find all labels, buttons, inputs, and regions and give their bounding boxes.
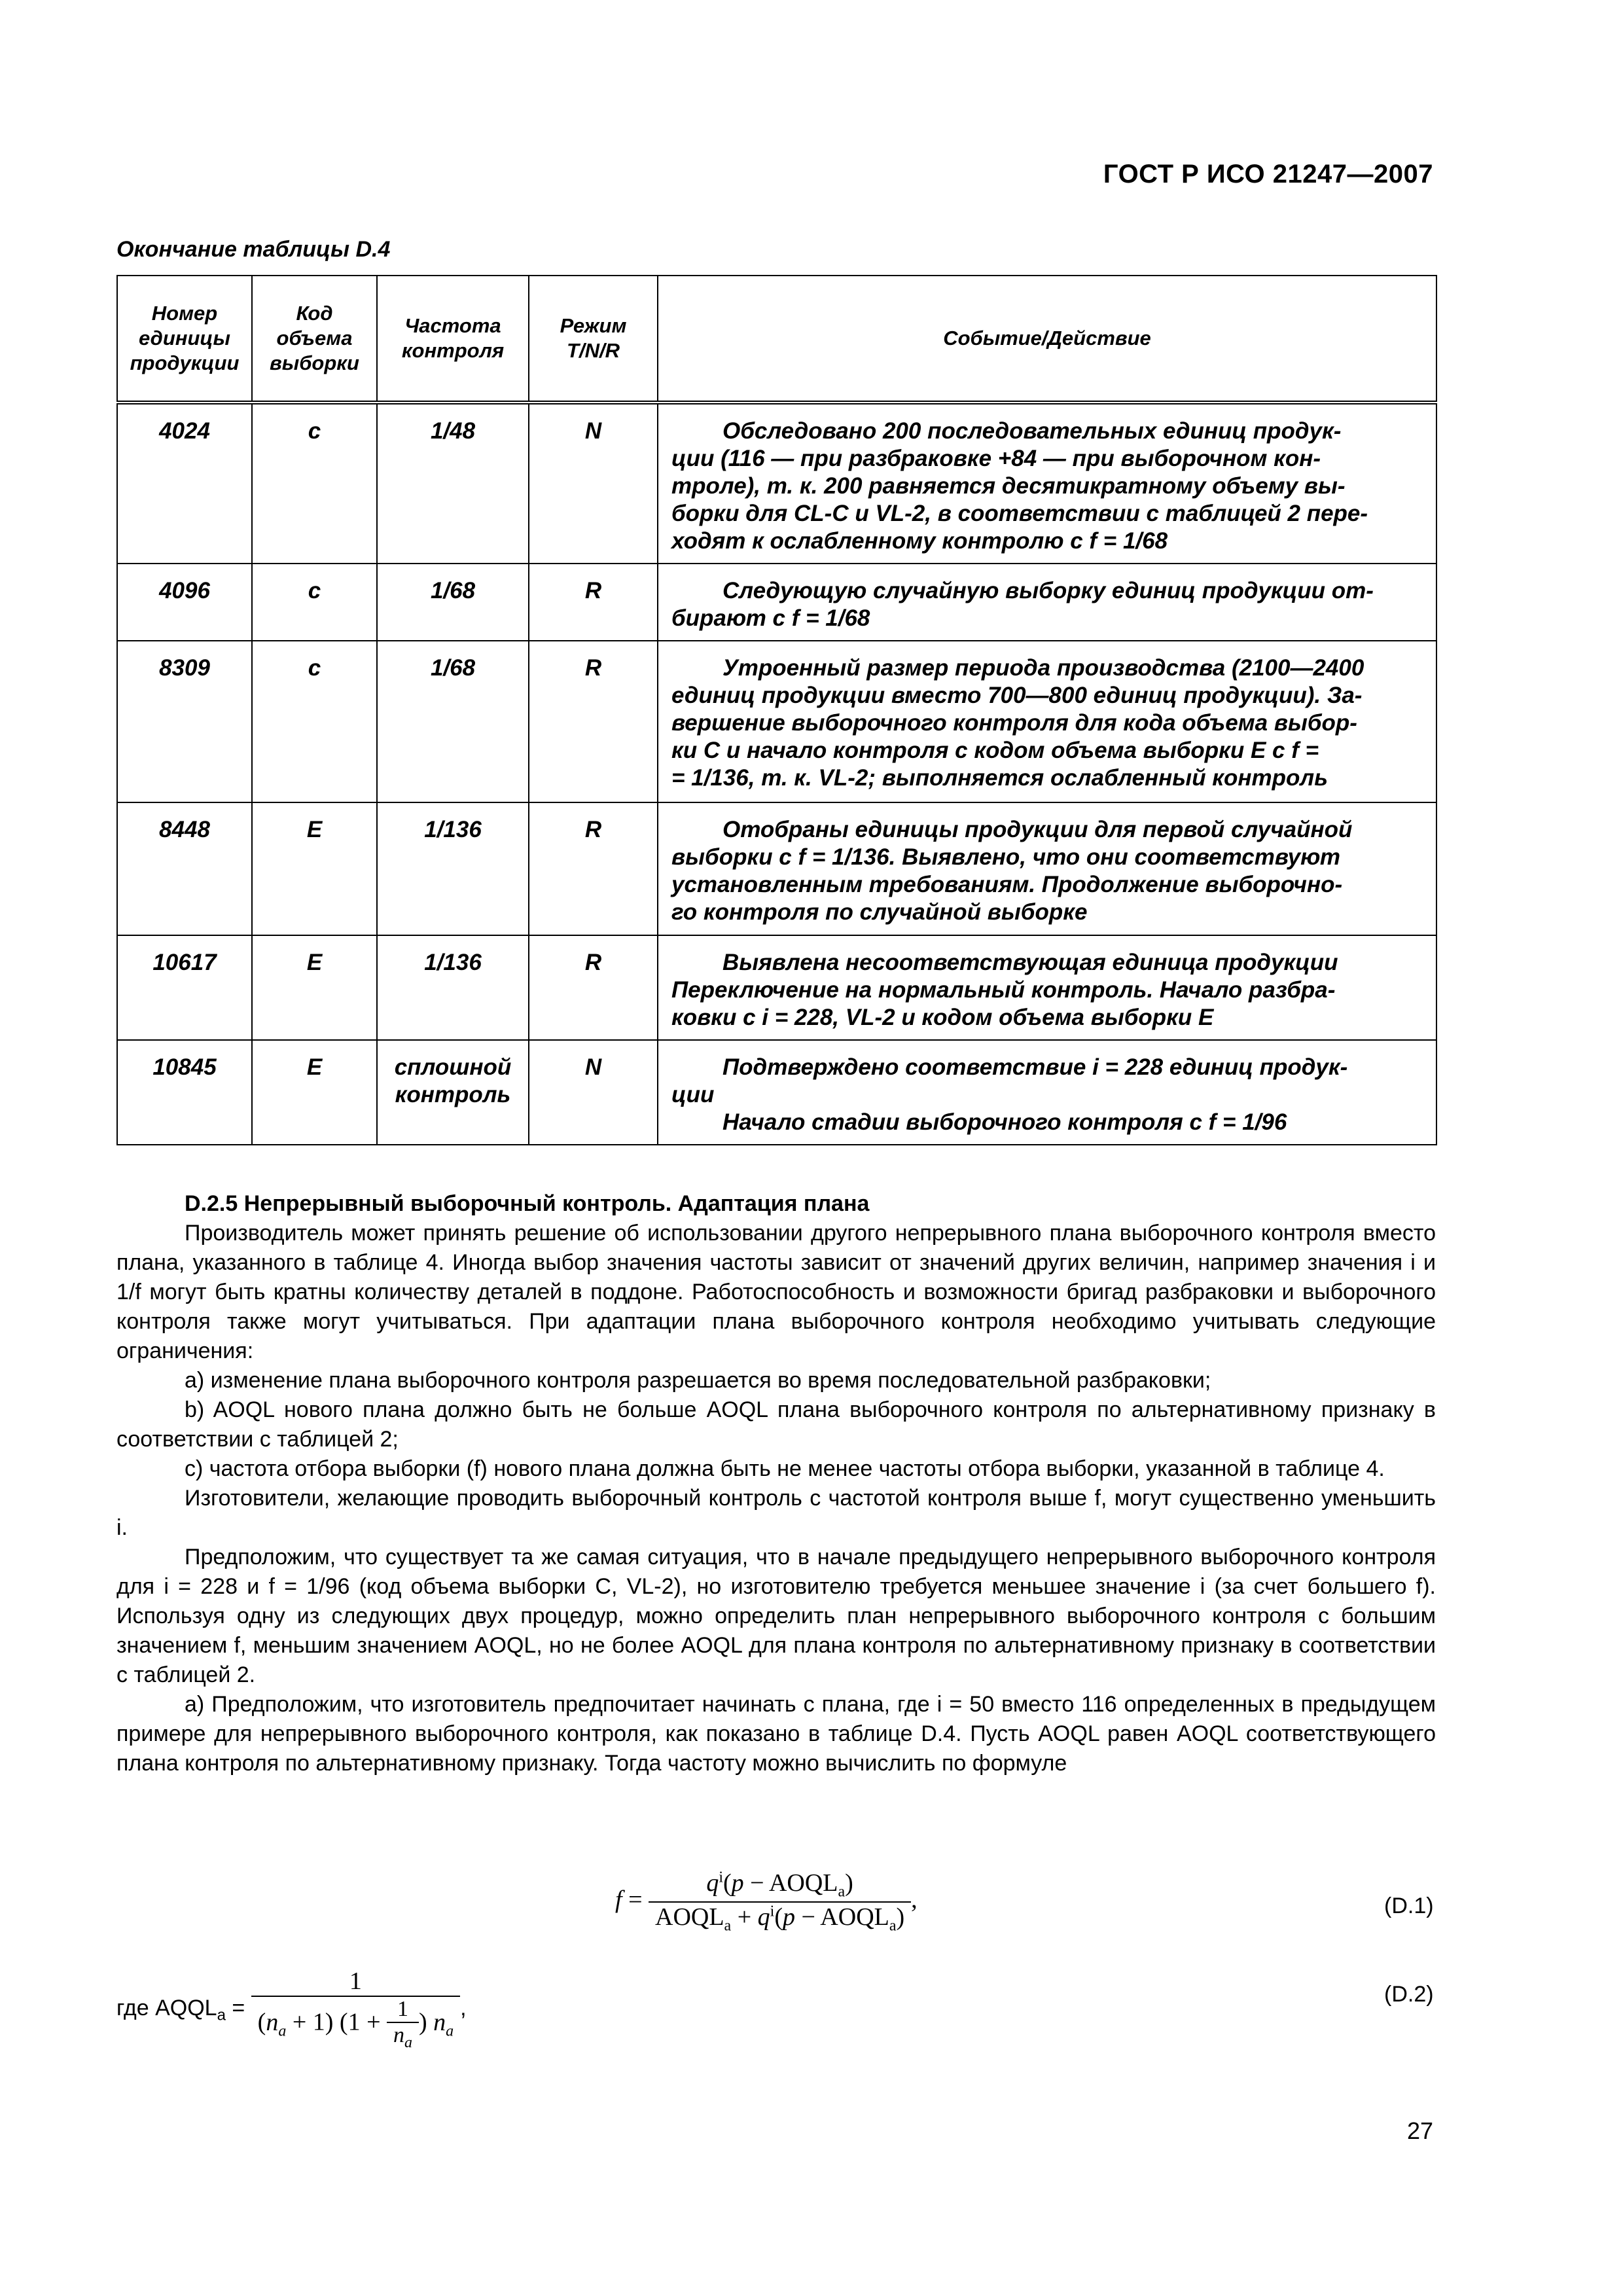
cell-freq: 1/136	[377, 802, 529, 935]
cell-unit: 8309	[117, 641, 252, 802]
col-header-freq: Частота контроля	[377, 276, 529, 403]
formula-d2-prefix-sub: a	[217, 2006, 226, 2024]
cell-unit: 10617	[117, 935, 252, 1040]
table-row	[117, 1040, 1436, 1145]
paragraph: Производитель может принять решение об использовании другого непрерывного плана выборочного контроля вместо плана, указанного в таблице 4. Иногда выбор значения частоты зависит от значений других величин, например значения i и 1/f могут быть кратны количеству деталей в поддоне. Работоспособность и возможности бригад разбраковки и выборочного контроля также могут учитываться. При адаптации плана выборочного контроля необходимо учитывать следующие ограничения:	[116, 1221, 1436, 1363]
cell-unit: 4024	[117, 403, 252, 564]
col-header-code: Код объема выборки	[252, 276, 377, 403]
cell-mode: R	[529, 564, 658, 641]
cell-code: E	[252, 802, 377, 935]
data-table	[116, 275, 1437, 1145]
cell-unit: 10845	[117, 1040, 252, 1145]
cell-mode: N	[529, 403, 658, 564]
formula-d2-label: (D.2)	[1384, 1982, 1434, 2007]
cell-code: E	[252, 935, 377, 1040]
section-body	[116, 1189, 1436, 1778]
cell-event: Утроенный размер периода производства (2100—2400 единиц продукции вместо 700—800 единиц продукции). За- вершение выборочного контроля для кода объема выбор- ки С и начало контроля с кодом объема выборки E с f = = 1/136, т. к. VL-2; выполняется ослабленный контроль	[658, 641, 1436, 802]
cell-freq: сплошной контроль	[377, 1040, 529, 1145]
cell-freq: 1/68	[377, 641, 529, 802]
formula-d1: f = $\frac{q^i(p - AOQL_a)}{AOQL_a + q^i(p - AOQL_a)}$ ,	[615, 1869, 918, 1935]
table-caption: Окончание таблицы D.4	[116, 237, 391, 262]
cell-mode: R	[529, 641, 658, 802]
list-item: b) AOQL нового плана должно быть не больше AOQL плана выборочного контроля по альтернативному признаку в соответствии с таблицей 2;	[116, 1397, 1436, 1452]
section-title: D.2.5 Непрерывный выборочный контроль. Адаптация плана	[185, 1191, 870, 1216]
table-header-row	[117, 276, 1436, 403]
formula-d2: где $AQQL_a$ = 1 $(n_a + 1) (1$ + $\frac{1}{n_a}$ ) $n_a$ ,	[116, 1967, 467, 2051]
col-header-unit: Номер единицы продукции	[117, 276, 252, 403]
cell-mode: N	[529, 1040, 658, 1145]
cell-freq: 1/136	[377, 935, 529, 1040]
col-header-event: Событие/Действие	[658, 276, 1436, 403]
table-row	[117, 641, 1436, 802]
cell-event: Отобраны единицы продукции для первой случайной выборки с f = 1/136. Выявлено, что они соответствуют установленным требованиям. Продолжение выборочно- го контроля по случайной выборке	[658, 802, 1436, 935]
formula-d2-prefix: где AQQL	[116, 1995, 217, 2020]
cell-event: Подтверждено соответствие i = 228 единиц продук- ции Начало стадии выборочного контроля с f = 1/96	[658, 1040, 1436, 1145]
list-item: c) частота отбора выборки (f) нового плана должна быть не менее частоты отбора выборки, указанной в таблице 4.	[185, 1456, 1385, 1481]
col-header-mode: Режим T/N/R	[529, 276, 658, 403]
formula-d1-label: (D.1)	[1384, 1893, 1434, 1918]
cell-mode: R	[529, 935, 658, 1040]
table-row	[117, 403, 1436, 564]
cell-code: с	[252, 641, 377, 802]
list-item: a) изменение плана выборочного контроля разрешается во время последовательной разбраковки;	[185, 1368, 1211, 1393]
paragraph: Предположим, что существует та же самая ситуация, что в начале предыдущего непрерывного выборочного контроля для i = 228 и f = 1/96 (код объема выборки C, VL-2), но изготовителю требуется меньшее значение i (за счет большего f). Используя одну из следующих двух процедур, можно определить план непрерывного выборочного контроля с большим значением f, меньшим значением AOQL, но не более AOQL для плана контроля по альтернативному признаку в соответствии с таблицей 2.	[116, 1545, 1436, 1687]
table-row	[117, 935, 1436, 1040]
page-number: 27	[1406, 2117, 1433, 2144]
cell-freq: 1/48	[377, 403, 529, 564]
cell-mode: R	[529, 802, 658, 935]
cell-unit: 8448	[117, 802, 252, 935]
cell-unit: 4096	[117, 564, 252, 641]
cell-event: Следующую случайную выборку единиц продукции от- бирают с f = 1/68	[658, 564, 1436, 641]
cell-freq: 1/68	[377, 564, 529, 641]
cell-code: E	[252, 1040, 377, 1145]
cell-code: с	[252, 403, 377, 564]
paragraph: Изготовители, желающие проводить выборочный контроль с частотой контроля выше f, могут существенно уменьшить i.	[116, 1486, 1436, 1540]
cell-event: Выявлена несоответствующая единица продукции Переключение на нормальный контроль. Начало разбра- ковки с i = 228, VL-2 и кодом объема выборки E	[658, 935, 1436, 1040]
table-row	[117, 802, 1436, 935]
paragraph: a) Предположим, что изготовитель предпочитает начинать с плана, где i = 50 вместо 116 определенных в предыдущем примере для непрерывного выборочного контроля, как показано в таблице D.4. Пусть AOQL равен AOQL соответствующего плана контроля по альтернативному признаку. Тогда частоту можно вычислить по формуле	[116, 1692, 1436, 1776]
cell-code: с	[252, 564, 377, 641]
table-row	[117, 564, 1436, 641]
standard-code: ГОСТ Р ИСО 21247—2007	[1103, 160, 1433, 188]
cell-event: Обследовано 200 последовательных единиц продук- ции (116 — при разбраковке +84 — при выборочном кон- троле), т. к. 200 равняется десятикратному объему вы- борки для CL-C и VL-2, в соответствии с таблицей 2 пере- ходят к ослабленному контролю с f = 1/68	[658, 403, 1436, 564]
